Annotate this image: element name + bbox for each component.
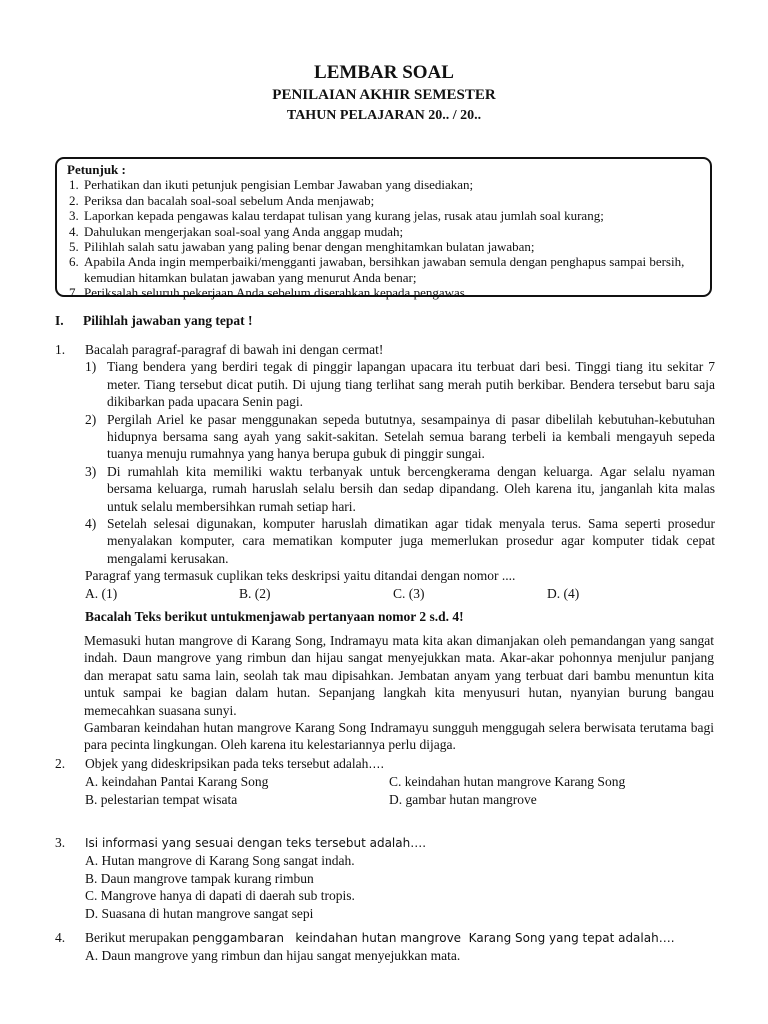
instruction-item: 4. Dahulukan mengerjakan soal-soal yang Anda anggap mudah; — [82, 224, 700, 239]
reading-instruction: Bacalah Teks berikut untukmenjawab pertanyaan nomor 2 s.d. 4! — [85, 609, 464, 624]
academic-year: TAHUN PELAJARAN 20.. / 20.. — [286, 108, 482, 123]
option-a[interactable]: A. Hutan mangrove di Karang Song sangat indah. — [85, 853, 355, 869]
passage-1 — [85, 358, 715, 410]
question-number: 4. — [55, 930, 66, 945]
option-c[interactable]: C. Mangrove hanya di dapati di daerah sub tropis. — [85, 888, 355, 904]
option-d[interactable]: D. (4) — [547, 585, 580, 601]
section-title: Pilihlah jawaban yang tepat ! — [83, 313, 253, 328]
question-intro: Bacalah paragraf-paragraf di bawah ini dengan cermat! — [85, 342, 384, 357]
instructions-list — [67, 177, 700, 300]
option-d[interactable]: D. gambar hutan mangrove — [389, 791, 537, 807]
question-stem-text: Objek yang dideskripsikan pada teks tersebut adalah — [85, 756, 369, 771]
passage-number: 4) — [85, 516, 97, 532]
passage-text: Di rumahlah kita memiliki waktu terbanyak untuk bercengkerama dengan keluarga. Agar selalu nyaman bersama keluarga, rumah haruslah selalu bersih dan sedap dipandang. Oleh karena itu, janganlah kita malas untuk selalu membersihkan rumah setiap hari. — [107, 463, 715, 514]
option-c[interactable]: C. keindahan hutan mangrove Karang Song — [389, 774, 626, 790]
option-b[interactable]: B. (2) — [239, 585, 271, 601]
passage-3 — [85, 463, 715, 515]
question-stem-text: penggambaran keindahan hutan mangrove Karang Song yang tepat adalah — [192, 931, 659, 945]
question-stem — [85, 834, 715, 852]
instruction-item: 6. Apabila Anda ingin memperbaiki/mengganti jawaban, bersihkan jawaban semula dengan penghapus sampai bersih, kemudian hitamkan bulatan jawaban yang menurut Anda benar; — [82, 254, 700, 285]
question-dots: …. — [410, 836, 427, 850]
question-stem-text: Berikut merupakan — [85, 930, 189, 945]
passage-number: 1) — [85, 359, 97, 375]
option-c[interactable]: C. (3) — [393, 585, 425, 601]
reading-block — [55, 608, 715, 625]
passage-text: Setelah selesai digunakan, komputer haruslah dimatikan agar tidak menyala terus. Sama seperti prosedur menyalakan komputer, cara mematikan komputer juga memerlukan prosedur agar komputer tidak cepat mengalami kerusakan. — [107, 516, 715, 566]
question-stem — [85, 929, 715, 947]
answer-options — [85, 773, 715, 808]
instruction-item: 3. Laporkan kepada pengawas kalau terdapat tulisan yang kurang jelas, rusak atau jumlah soal kurang; — [82, 208, 700, 223]
option-a[interactable]: A. Daun mangrove yang rimbun dan hijau sangat menyejukkan mata. — [85, 948, 461, 964]
question-dots: …. — [658, 931, 675, 945]
passage-text: Pergilah Ariel ke pasar menggunakan sepeda bututnya, sesampainya di pasar dibelilah kebutuhan-kebutuhan hidupnya bersama sang ayah yang sakit-sakitan. Setelah semua barang terbeli ia kembali mengayuh sepeda tuanya menuju rumahnya yang hanya berupa gubuk di pinggir sungai. — [107, 411, 715, 462]
reading-passage — [84, 632, 714, 754]
option-b[interactable]: B. pelestarian tempat wisata — [85, 791, 238, 807]
instruction-item: 2. Periksa dan bacalah soal-soal sebelum Anda menjawab; — [82, 193, 700, 208]
instruction-item: 1. Perhatikan dan ikuti petunjuk pengisian Lembar Jawaban yang disediakan; — [82, 177, 700, 192]
question-stem — [85, 755, 715, 773]
answer-options — [85, 947, 715, 964]
passage-number: 2) — [85, 411, 97, 427]
instruction-item: 7. Periksalah seluruh pekerjaan Anda sebelum diserahkan kepada pengawas. — [82, 285, 700, 300]
question-4 — [55, 929, 715, 965]
question-dots: …. — [368, 757, 385, 771]
instruction-item: 5. Pilihlah salah satu jawaban yang paling benar dengan menghitamkan bulatan jawaban; — [82, 239, 700, 254]
question-2 — [55, 755, 715, 808]
question-number: 2. — [55, 756, 66, 771]
question-1 — [55, 341, 715, 602]
option-a[interactable]: A. (1) — [85, 585, 118, 601]
section-numeral: I. — [55, 313, 64, 328]
exam-name: PENILAIAN AKHIR SEMESTER — [272, 87, 496, 103]
passage-text: Tiang bendera yang berdiri tegak di pinggir lapangan upacara itu terbuat dari besi. Tinggi tiang itu sekitar 7 meter. Tiang tersebut dicat putih. Di ujung tiang terlihat sang merah putih berkibar. Bendera tersebut baru saja dikibarkan pada upacara Senin pagi. — [107, 359, 715, 410]
reading-paragraph-1: Memasuki hutan mangrove di Karang Song, Indramayu mata kita akan dimanjakan oleh pemandangan yang sangat indah. Daun mangrove yang rimbun dan hijau sangat menyejukkan mata. Akar-akar pohonnya menjulur panjang dan merapat satu sama lain, seolah tak mau dipisahkan. Jembatan anyam yang terbuat dari bambu menuntun kita untuk sampai ke bagian dalam hutan. Sepanjang langkah kita menyusuri hutan, nyanyian burung bangau memecahkan suasana sunyi. — [84, 633, 714, 718]
option-b[interactable]: B. Daun mangrove tampak kurang rimbun — [85, 870, 314, 886]
question-3 — [55, 834, 715, 922]
page-title: LEMBAR SOAL — [314, 62, 454, 83]
question-stem-text: Isi informasi yang sesuai dengan teks tersebut adalah — [85, 836, 411, 850]
option-d[interactable]: D. Suasana di hutan mangrove sangat sepi — [85, 905, 314, 921]
answer-options — [85, 585, 715, 602]
passage-4 — [85, 515, 715, 567]
instructions-title: Petunjuk : — [67, 162, 126, 177]
question-number: 3. — [55, 835, 66, 850]
question-stem: Paragraf yang termasuk cuplikan teks deskripsi yaitu ditandai dengan nomor .... — [85, 568, 516, 584]
reading-paragraph-2: Gambaran keindahan hutan mangrove Karang Song Indramayu sungguh menggugah selera berwisata terutama bagi para pecinta lingkungan. Oleh karena itu kelestariannya perlu dijaga. — [84, 720, 714, 753]
section-heading — [55, 313, 253, 329]
option-a[interactable]: A. keindahan Pantai Karang Song — [85, 774, 269, 790]
passage-number: 3) — [85, 463, 97, 479]
passage-2 — [85, 411, 715, 463]
answer-options — [85, 852, 715, 922]
question-number: 1. — [55, 342, 66, 357]
instructions-box — [55, 157, 712, 301]
